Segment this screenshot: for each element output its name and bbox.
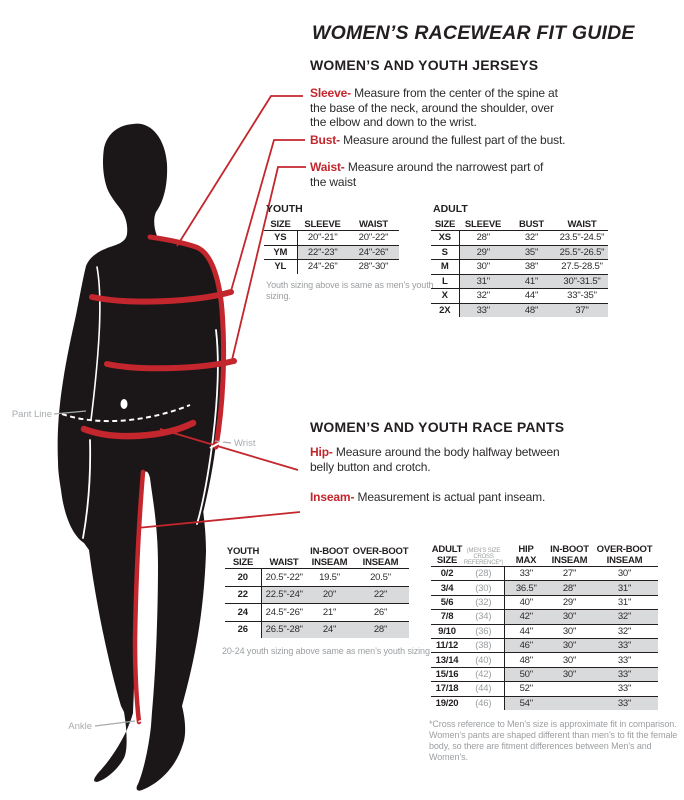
table-cell: 20.5"-22" xyxy=(265,571,303,583)
header-line2: SIZE xyxy=(232,557,254,568)
table-cell: 24" xyxy=(307,621,352,638)
table-row xyxy=(225,604,409,622)
table-row xyxy=(431,289,608,304)
table-row xyxy=(431,567,658,581)
jerseys-heading: WOMEN’S AND YOUTH JERSEYS xyxy=(310,57,539,73)
header-line1: OVER-BOOT xyxy=(596,544,653,555)
table-cell: 35" xyxy=(507,245,556,260)
table-cell: 42" xyxy=(504,610,548,624)
table-cell: 24"-26" xyxy=(348,245,399,260)
table-cell: XS xyxy=(431,231,459,246)
table-row xyxy=(431,260,608,275)
table-cell: (28) xyxy=(463,567,504,581)
table-cell: 26.5"-28" xyxy=(261,621,307,638)
table-cell: (34) xyxy=(463,610,504,624)
header-line1: OVER-BOOT xyxy=(352,546,409,557)
table-cell: 46" xyxy=(504,638,548,652)
table-cell: YL xyxy=(264,260,297,274)
table-cell: 27" xyxy=(562,568,577,580)
table-cell: 19.5" xyxy=(319,571,340,583)
inseam-term: Inseam- xyxy=(310,490,355,504)
table-cell: 11/12 xyxy=(431,638,463,652)
table-cell: X xyxy=(431,289,459,304)
table-cell: 28"-30" xyxy=(348,260,399,274)
measurement-waist xyxy=(310,160,550,189)
table-cell: 33" xyxy=(591,696,658,710)
table-cell: 7/8 xyxy=(431,610,463,624)
body-silhouette xyxy=(58,124,224,791)
hip-desc: Measure around the body halfway between belly button and crotch. xyxy=(310,445,560,474)
table-cell: 20" xyxy=(307,586,352,604)
table-cell: 28" xyxy=(352,621,409,638)
table-cell: 52" xyxy=(504,682,548,696)
table-cell: 24 xyxy=(225,604,261,622)
table-cell: 41" xyxy=(507,274,556,289)
table-cell: 30" xyxy=(548,653,591,667)
table-header-row xyxy=(431,219,608,231)
table-cell: L xyxy=(431,274,459,289)
table-cell: 21" xyxy=(307,604,352,622)
youth-jersey-label: YOUTH xyxy=(266,203,303,215)
inseam-desc: Measurement is actual pant inseam. xyxy=(357,490,546,504)
table-cell: 31" xyxy=(591,595,658,609)
col-header-overboot xyxy=(591,544,658,567)
table-cell: 33" xyxy=(459,303,507,317)
table-cell: 20"-22" xyxy=(358,232,389,244)
table-header-row xyxy=(264,219,399,231)
wrist-label: Wrist xyxy=(234,438,256,449)
table-cell: 20"-21" xyxy=(307,232,338,244)
table-cell: (42) xyxy=(463,667,504,681)
table-cell: (44) xyxy=(463,682,504,696)
table-cell: 32" xyxy=(591,624,658,638)
col-header-overboot xyxy=(352,546,409,569)
table-cell: 30" xyxy=(617,568,632,580)
header-line2: CROSS xyxy=(473,554,494,560)
table-cell: 23.5"-24.5" xyxy=(559,232,605,244)
adult-pants-table xyxy=(431,544,658,710)
table-row xyxy=(225,586,409,604)
col-header-waist xyxy=(261,546,307,569)
table-cell: 13/14 xyxy=(431,653,463,667)
table-cell: 2X xyxy=(431,303,459,317)
table-cell: 37" xyxy=(556,303,608,317)
table-cell: S xyxy=(431,245,459,260)
table-cell xyxy=(548,682,591,696)
header-line2: WAIST xyxy=(269,557,299,568)
table-cell: 20.5" xyxy=(370,571,391,583)
header-line2: INSEAM xyxy=(362,557,399,568)
table-cell: 33" xyxy=(591,667,658,681)
table-row xyxy=(431,696,658,710)
table-cell: 44" xyxy=(507,289,556,304)
body-figure xyxy=(0,0,310,800)
table-cell: 29" xyxy=(459,245,507,260)
table-cell: YM xyxy=(264,245,297,260)
table-cell: 30" xyxy=(548,667,591,681)
table-cell: 32" xyxy=(459,289,507,304)
adult-jersey-table xyxy=(431,219,608,317)
table-cell: 36.5" xyxy=(504,581,548,595)
table-cell: 50" xyxy=(504,667,548,681)
header-line2: MAX xyxy=(515,555,537,566)
table-cell: 28" xyxy=(476,232,490,244)
table-cell: 54" xyxy=(504,696,548,710)
table-cell: 44" xyxy=(504,624,548,638)
measurement-sleeve xyxy=(310,86,562,130)
table-cell: 22 xyxy=(225,586,261,604)
table-cell: 30" xyxy=(548,610,591,624)
table-cell: 24.5"-26" xyxy=(261,604,307,622)
table-cell: 22.5"-24" xyxy=(261,586,307,604)
table-cell: 22"-23" xyxy=(297,245,348,260)
col-header-cross-reference xyxy=(463,544,504,567)
table-row xyxy=(431,638,658,652)
table-row xyxy=(264,260,399,274)
bust-desc: Measure around the fullest part of the bust. xyxy=(343,133,566,147)
table-row xyxy=(225,569,409,587)
table-row xyxy=(225,621,409,638)
col-header-bust: BUST xyxy=(507,219,556,231)
table-cell: M xyxy=(431,260,459,275)
table-row xyxy=(431,303,608,317)
col-header-youth-size xyxy=(225,546,261,569)
table-cell: (36) xyxy=(463,624,504,638)
youth-jersey-table xyxy=(264,219,399,274)
pant-line-label: Pant Line xyxy=(11,409,52,420)
col-header-size: SIZE xyxy=(431,219,459,231)
table-cell: 3/4 xyxy=(431,581,463,595)
table-cell: 25.5"-26.5" xyxy=(556,245,608,260)
youth-pants-note: 20-24 youth sizing above same as men’s youth sizing xyxy=(222,646,430,656)
table-cell: 30" xyxy=(548,624,591,638)
pants-heading: WOMEN’S AND YOUTH RACE PANTS xyxy=(310,419,565,435)
col-header-inboot xyxy=(548,544,591,567)
adult-pants-footnote: *Cross reference to Men’s size is approximate fit in comparison. Women’s pants are shaped different than men’s to fit the female body, so there are fitment differences between Men’s and Women’s. xyxy=(429,719,678,762)
header-line2: INSEAM xyxy=(311,557,348,568)
bust-term: Bust- xyxy=(310,133,340,147)
col-header-waist: WAIST xyxy=(556,219,608,231)
header-line1: IN-BOOT xyxy=(310,546,349,557)
table-cell: 29" xyxy=(548,595,591,609)
hip-term: Hip- xyxy=(310,445,333,459)
youth-pants-table xyxy=(225,546,409,638)
table-cell: 24"-26" xyxy=(297,260,348,274)
header-line1: ADULT xyxy=(431,544,463,555)
table-cell: 32" xyxy=(591,610,658,624)
sleeve-term: Sleeve- xyxy=(310,86,351,100)
table-row xyxy=(431,667,658,681)
table-header-row xyxy=(431,544,658,567)
measurement-bust xyxy=(310,133,632,148)
col-header-size: SIZE xyxy=(264,219,297,231)
table-cell: 48" xyxy=(504,653,548,667)
table-row xyxy=(431,595,658,609)
header-line2: SIZE xyxy=(436,555,458,566)
table-cell: 19/20 xyxy=(431,696,463,710)
table-row xyxy=(431,231,608,246)
header-line2: INSEAM xyxy=(551,555,588,566)
table-cell: 48" xyxy=(507,303,556,317)
measurement-hip xyxy=(310,445,572,474)
table-cell: 0/2 xyxy=(440,568,454,580)
header-line1: IN-BOOT xyxy=(550,544,589,555)
table-cell: 33" xyxy=(591,682,658,696)
belly-button xyxy=(121,399,128,409)
measurement-inseam xyxy=(310,490,632,505)
table-cell: 22" xyxy=(352,586,409,604)
table-cell: 33" xyxy=(591,653,658,667)
page-title: WOMEN’S RACEWEAR FIT GUIDE xyxy=(312,22,635,44)
table-cell: (30) xyxy=(463,581,504,595)
table-cell: 28" xyxy=(548,581,591,595)
table-cell: (46) xyxy=(463,696,504,710)
table-cell: YS xyxy=(264,231,297,246)
col-header-waist: WAIST xyxy=(348,219,399,231)
sleeve-desc: Measure from the center of the spine at the base of the neck, around the shoulder, over the elbow and down to the wrist. xyxy=(310,86,558,129)
col-header-hip-max xyxy=(504,544,548,567)
col-header-adult-size xyxy=(431,544,463,567)
header-line1: HIP xyxy=(518,544,534,555)
table-cell: 38" xyxy=(507,260,556,275)
table-row xyxy=(431,610,658,624)
table-cell: 31" xyxy=(459,274,507,289)
table-cell: 26 xyxy=(225,621,261,638)
table-row xyxy=(431,653,658,667)
table-cell: 33" xyxy=(591,638,658,652)
table-cell xyxy=(548,696,591,710)
table-row xyxy=(431,245,608,260)
table-cell: 32" xyxy=(524,232,539,244)
table-cell: (40) xyxy=(463,653,504,667)
col-header-sleeve: SLEEVE xyxy=(297,219,348,231)
table-header-row xyxy=(225,546,409,569)
table-row xyxy=(264,231,399,246)
table-cell: 31" xyxy=(591,581,658,595)
table-cell: 20 xyxy=(225,569,261,587)
table-cell: 30"-31.5" xyxy=(556,274,608,289)
table-cell: (32) xyxy=(463,595,504,609)
table-row xyxy=(264,245,399,260)
table-cell: 40" xyxy=(504,595,548,609)
header-line3: REFERENCE*) xyxy=(463,560,504,566)
waist-term: Waist- xyxy=(310,160,345,174)
adult-jersey-label: ADULT xyxy=(433,203,468,215)
table-cell: 33"-35" xyxy=(556,289,608,304)
table-cell: 5/6 xyxy=(431,595,463,609)
waist-desc: Measure around the narrowest part of the waist xyxy=(310,160,544,189)
table-cell: 9/10 xyxy=(431,624,463,638)
header-line1: (MEN’S SIZE xyxy=(466,548,501,554)
table-cell: 15/16 xyxy=(431,667,463,681)
table-cell: 33" xyxy=(519,568,533,580)
table-row xyxy=(431,624,658,638)
youth-jersey-note: Youth sizing above is same as men’s youth sizing. xyxy=(266,280,434,301)
col-header-sleeve: SLEEVE xyxy=(459,219,507,231)
table-row xyxy=(431,682,658,696)
table-row xyxy=(431,581,658,595)
col-header-inboot xyxy=(307,546,352,569)
table-cell: 30" xyxy=(459,260,507,275)
ankle-label: Ankle xyxy=(68,721,92,732)
table-cell: (38) xyxy=(463,638,504,652)
header-line2: INSEAM xyxy=(606,555,643,566)
table-cell: 30" xyxy=(548,638,591,652)
header-line1: YOUTH xyxy=(226,546,260,557)
table-cell: 17/18 xyxy=(431,682,463,696)
table-row xyxy=(431,274,608,289)
table-cell: 26" xyxy=(352,604,409,622)
table-cell: 27.5-28.5" xyxy=(556,260,608,275)
